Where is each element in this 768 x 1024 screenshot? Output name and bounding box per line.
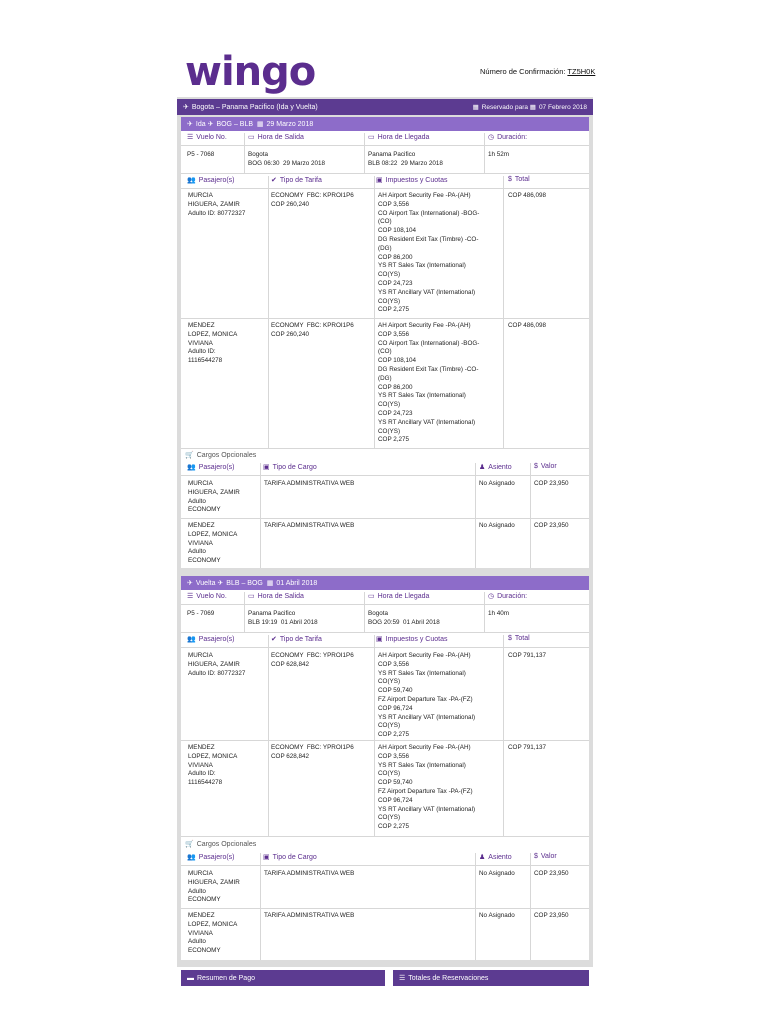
leg-card: [181, 117, 589, 568]
value-header: [534, 463, 557, 470]
check-icon: ✔: [271, 177, 277, 184]
dollar-icon: $: [508, 176, 512, 183]
column-divider: [268, 635, 269, 836]
passengers-header: [187, 635, 235, 643]
fare-type-header: [271, 635, 322, 643]
reservation-totals-header: [393, 970, 589, 986]
list-icon: ☰: [399, 975, 406, 982]
list-icon: ☰: [187, 134, 194, 141]
departure-info: Panama Pacifico BLB 19:19 01 Abril 2018: [248, 610, 318, 626]
arrival-header: [368, 592, 429, 600]
divider: [181, 318, 589, 319]
column-divider: [260, 463, 261, 568]
total-value: COP 486,098: [508, 192, 547, 199]
flight-header-text: Vuelo No.: [196, 134, 227, 141]
value-header-text: Valor: [540, 463, 557, 470]
arrival-header: [368, 133, 429, 141]
plane-icon: ✈: [187, 580, 193, 587]
departure-header: [248, 592, 304, 600]
reserved-date: 07 Febrero 2018: [538, 104, 587, 111]
cart-icon: 🛒: [185, 452, 194, 459]
divider: [181, 518, 589, 519]
reservation-totals-title: Totales de Reservaciones: [408, 974, 489, 982]
payment-summary-title: Resumen de Pago: [197, 974, 255, 982]
dollar-icon: $: [534, 463, 538, 470]
arrival-info: Bogota BOG 20:59 01 Abril 2018: [368, 610, 440, 626]
opt-passenger-name: MENDEZ LOPEZ, MONICA VIVIANA Adulto ECONOMY: [188, 912, 238, 955]
leg-date: 29 Marzo 2018: [266, 120, 314, 128]
column-divider: [244, 133, 245, 173]
plane-icon: ✈: [183, 104, 189, 111]
charge-type-header: [263, 463, 317, 471]
seat-header: [479, 853, 512, 861]
trip-route: Bogota – Panama Pacifico (Ida y Vuelta): [191, 103, 318, 111]
trip-header: [177, 99, 593, 115]
arrival-header-text: Hora de Llegada: [377, 134, 430, 141]
charge-type-header: [263, 853, 317, 861]
column-divider: [484, 133, 485, 173]
reserved-info: [473, 103, 587, 111]
person-icon: ♟: [479, 854, 486, 861]
fare-type-header-text: Tipo de Tarifa: [279, 636, 322, 643]
optional-charges-title: [185, 451, 256, 459]
column-divider: [530, 463, 531, 568]
column-divider: [530, 853, 531, 960]
divider: [181, 836, 589, 837]
users-icon: 👥: [187, 464, 196, 471]
calendar-icon: ▦: [529, 104, 536, 111]
total-value: COP 791,137: [508, 652, 547, 659]
value-header-text: Valor: [540, 853, 557, 860]
confirmation-code[interactable]: TZ5H0K: [567, 67, 596, 76]
taxes-info: AH Airport Security Fee -PA-(AH) COP 3,556 CO Airport Tax (International) -BOG- (CO) COP 108,104 DG Resident Exit Tax (Timbre) -CO- (DG) COP 86,200 YS RT Sales Tax (International) CO(YS) COP 24,723 YS RT Ancillary VAT (International) CO(YS) COP 2,275: [378, 192, 480, 314]
column-divider: [374, 176, 375, 448]
divider: [181, 740, 589, 741]
money-icon: ▣: [376, 636, 383, 643]
duration-header: [488, 592, 527, 600]
confirmation-number: [480, 67, 595, 76]
charge-value: COP 23,950: [534, 870, 569, 877]
wingo-logo: wingo: [185, 49, 316, 95]
charge-type-header-text: Tipo de Cargo: [272, 464, 317, 471]
plane-icon: ✈: [217, 580, 224, 587]
column-divider: [364, 133, 365, 173]
leg-route: BLB – BOG: [226, 579, 263, 587]
seat-header-text: Asiento: [488, 464, 512, 471]
calendar-icon: ▦: [472, 104, 479, 111]
suitcase-icon: ▣: [263, 854, 270, 861]
taxes-header-text: Impuestos y Cuotas: [385, 177, 448, 184]
flight-header-text: Vuelo No.: [196, 593, 227, 600]
total-header: [508, 176, 530, 183]
fare-info: ECONOMY FBC: KPROI1P6 COP 260,240: [271, 322, 354, 338]
taxes-header: [376, 176, 448, 184]
charge-type: TARIFA ADMINISTRATIVA WEB: [264, 870, 355, 877]
users-icon: 👥: [187, 636, 196, 643]
duration-value: 1h 40m: [488, 610, 510, 617]
column-divider: [244, 592, 245, 632]
column-divider: [475, 853, 476, 960]
dollar-icon: $: [508, 635, 512, 642]
flight-header: [187, 133, 227, 141]
suitcase-icon: ▣: [263, 464, 270, 471]
taxes-header-text: Impuestos y Cuotas: [385, 636, 448, 643]
opt-passenger-name: MURCIA HIGUERA, ZAMIR Adulto ECONOMY: [188, 480, 240, 514]
payment-summary-header: [181, 970, 385, 986]
charge-type-header-text: Tipo de Cargo: [272, 854, 317, 861]
seat-header: [479, 463, 512, 471]
leg-date: 01 Abril 2018: [276, 579, 318, 587]
column-divider: [475, 463, 476, 568]
leg-card: [181, 576, 589, 960]
divider: [181, 632, 589, 633]
passenger-name: MENDEZ LOPEZ, MONICA VIVIANA Adulto ID: 1116544278: [188, 322, 238, 365]
calendar-icon: ▭: [248, 134, 255, 141]
leg-label: Ida: [195, 120, 206, 128]
card-icon: ▬: [187, 974, 194, 982]
taxes-header: [376, 635, 448, 643]
flight-number: P5 - 7068: [187, 151, 215, 158]
total-value: COP 486,098: [508, 322, 547, 329]
confirmation-label: Número de Confirmación:: [480, 67, 566, 76]
column-divider: [364, 592, 365, 632]
money-icon: ▣: [376, 177, 383, 184]
column-divider: [503, 635, 504, 836]
clock-icon: ◷: [488, 593, 495, 600]
departure-info: Bogota BOG 06:30 29 Marzo 2018: [248, 151, 326, 167]
calendar-icon: ▦: [266, 580, 274, 587]
opt-passenger-header: [187, 463, 235, 471]
seat-header-text: Asiento: [488, 854, 512, 861]
departure-header: [248, 133, 304, 141]
plane-icon: ✈: [187, 121, 193, 128]
fare-info: ECONOMY FBC: KPROI1P6 COP 260,240: [271, 192, 354, 208]
leg-label: Vuelta: [195, 579, 216, 587]
divider: [181, 173, 589, 174]
optional-charges-text: Cargos Opcionales: [196, 841, 257, 848]
cart-icon: 🛒: [185, 841, 194, 848]
column-divider: [503, 176, 504, 448]
arrival-header-text: Hora de Llegada: [377, 593, 430, 600]
divider: [181, 145, 589, 146]
fare-info: ECONOMY FBC: YPROI1P6 COP 628,842: [271, 744, 354, 760]
total-header-text: Total: [514, 635, 530, 642]
taxes-info: AH Airport Security Fee -PA-(AH) COP 3,556 CO Airport Tax (International) -BOG- (CO) COP 108,104 DG Resident Exit Tax (Timbre) -CO- (DG) COP 86,200 YS RT Sales Tax (International) CO(YS) COP 24,723 YS RT Ancillary VAT (International) CO(YS) COP 2,275: [378, 322, 480, 444]
calendar-icon: ▭: [368, 593, 375, 600]
divider: [181, 604, 589, 605]
charge-value: COP 23,950: [534, 522, 569, 529]
divider: [181, 865, 589, 866]
taxes-info: AH Airport Security Fee -PA-(AH) COP 3,556 YS RT Sales Tax (International) CO(YS) COP 59,740 FZ Airport Departure Tax -PA-(FZ) COP 96,724 YS RT Ancillary VAT (International) CO(YS) COP 2,275: [378, 744, 476, 831]
leg-header: [181, 117, 589, 131]
taxes-info: AH Airport Security Fee -PA-(AH) COP 3,556 YS RT Sales Tax (International) CO(YS) COP 59,740 FZ Airport Departure Tax -PA-(FZ) COP 96,724 YS RT Ancillary VAT (International) CO(YS) COP 2,275: [378, 652, 476, 739]
passengers-header-text: Pasajero(s): [198, 177, 235, 184]
seat-value: No Asignado: [479, 522, 515, 529]
divider: [181, 448, 589, 449]
dollar-icon: $: [534, 853, 538, 860]
charge-value: COP 23,950: [534, 912, 569, 919]
duration-header-text: Duración:: [497, 134, 528, 141]
reserved-label: Reservado para: [481, 104, 528, 111]
total-header: [508, 635, 530, 642]
divider: [181, 475, 589, 476]
departure-header-text: Hora de Salida: [257, 134, 304, 141]
charge-type: TARIFA ADMINISTRATIVA WEB: [264, 480, 355, 487]
users-icon: 👥: [187, 177, 196, 184]
passenger-name: MENDEZ LOPEZ, MONICA VIVIANA Adulto ID: 1116544278: [188, 744, 238, 787]
person-icon: ♟: [479, 464, 486, 471]
opt-passenger-header-text: Pasajero(s): [198, 854, 235, 861]
passengers-header: [187, 176, 235, 184]
value-header: [534, 853, 557, 860]
passenger-name: MURCIA HIGUERA, ZAMIR Adulto ID: 80772327: [188, 192, 246, 217]
seat-value: No Asignado: [479, 480, 515, 487]
charge-value: COP 23,950: [534, 480, 569, 487]
leg-header: [181, 576, 589, 590]
opt-passenger-header: [187, 853, 235, 861]
passengers-header-text: Pasajero(s): [198, 636, 235, 643]
seat-value: No Asignado: [479, 870, 515, 877]
fare-type-header: [271, 176, 322, 184]
calendar-icon: ▭: [368, 134, 375, 141]
column-divider: [260, 853, 261, 960]
column-divider: [484, 592, 485, 632]
departure-header-text: Hora de Salida: [257, 593, 304, 600]
optional-charges-text: Cargos Opcionales: [196, 452, 257, 459]
duration-header-text: Duración:: [497, 593, 528, 600]
clock-icon: ◷: [488, 134, 495, 141]
leg-route: BOG – BLB: [216, 120, 254, 128]
duration-value: 1h 52m: [488, 151, 510, 158]
calendar-icon: ▦: [256, 121, 264, 128]
charge-type: TARIFA ADMINISTRATIVA WEB: [264, 912, 355, 919]
passenger-name: MURCIA HIGUERA, ZAMIR Adulto ID: 80772327: [188, 652, 246, 677]
opt-passenger-name: MURCIA HIGUERA, ZAMIR Adulto ECONOMY: [188, 870, 240, 904]
column-divider: [374, 635, 375, 836]
total-header-text: Total: [514, 176, 530, 183]
calendar-icon: ▭: [248, 593, 255, 600]
list-icon: ☰: [187, 593, 194, 600]
users-icon: 👥: [187, 854, 196, 861]
divider: [181, 647, 589, 648]
divider: [181, 188, 589, 189]
optional-charges-title: [185, 840, 256, 848]
seat-value: No Asignado: [479, 912, 515, 919]
plane-icon: ✈: [207, 121, 214, 128]
divider: [181, 908, 589, 909]
duration-header: [488, 133, 527, 141]
fare-type-header-text: Tipo de Tarifa: [279, 177, 322, 184]
total-value: COP 791,137: [508, 744, 547, 751]
flight-number: P5 - 7069: [187, 610, 215, 617]
column-divider: [268, 176, 269, 448]
opt-passenger-name: MENDEZ LOPEZ, MONICA VIVIANA Adulto ECONOMY: [188, 522, 238, 565]
arrival-info: Panama Pacifico BLB 08:22 29 Marzo 2018: [368, 151, 443, 167]
flight-header: [187, 592, 227, 600]
fare-info: ECONOMY FBC: YPROI1P6 COP 628,842: [271, 652, 354, 668]
check-icon: ✔: [271, 636, 277, 643]
charge-type: TARIFA ADMINISTRATIVA WEB: [264, 522, 355, 529]
opt-passenger-header-text: Pasajero(s): [198, 464, 235, 471]
